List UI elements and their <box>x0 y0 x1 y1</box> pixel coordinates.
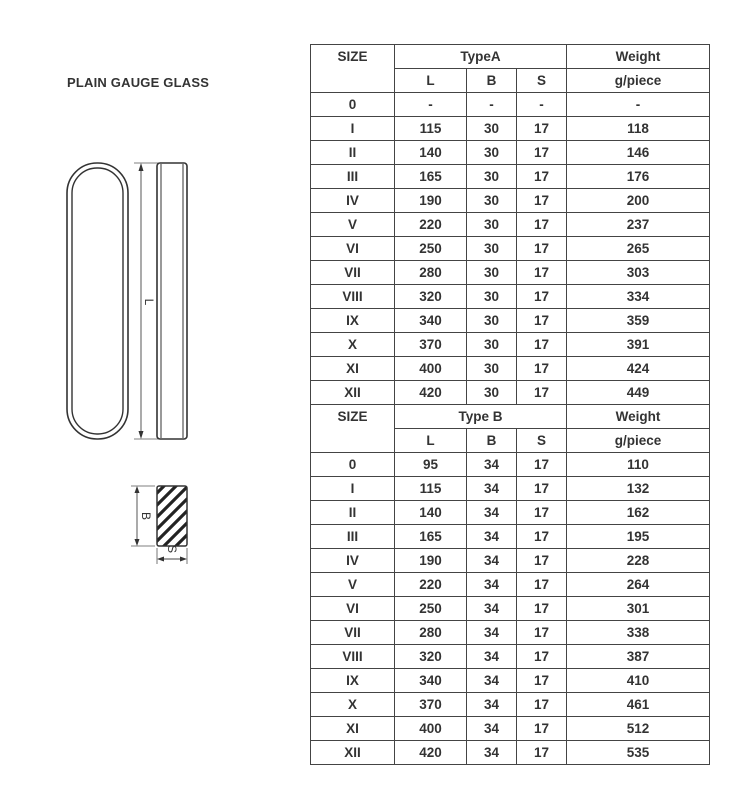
weight-cell: 359 <box>567 309 710 333</box>
size-cell: II <box>311 141 395 165</box>
size-cell: I <box>311 477 395 501</box>
type-header: Type B <box>395 405 567 429</box>
table-row <box>311 693 710 717</box>
length-cell: 250 <box>395 237 467 261</box>
length-cell: 280 <box>395 261 467 285</box>
length-cell: 115 <box>395 117 467 141</box>
length-label: L <box>142 298 156 306</box>
size-cell: VIII <box>311 285 395 309</box>
thickness-cell: 17 <box>517 285 567 309</box>
length-cell: 140 <box>395 501 467 525</box>
thickness-cell: 17 <box>517 501 567 525</box>
table-row <box>311 165 710 189</box>
length-cell: 420 <box>395 741 467 765</box>
table-row <box>311 669 710 693</box>
length-header: L <box>395 69 467 93</box>
length-cell: 340 <box>395 669 467 693</box>
weight-cell: 303 <box>567 261 710 285</box>
size-cell: III <box>311 525 395 549</box>
size-cell: XII <box>311 381 395 405</box>
length-cell: 320 <box>395 645 467 669</box>
weight-cell: 338 <box>567 621 710 645</box>
width-cell: 30 <box>467 213 517 237</box>
weight-cell: 132 <box>567 477 710 501</box>
width-cell: 34 <box>467 525 517 549</box>
size-cell: X <box>311 333 395 357</box>
weight-header: Weight <box>567 405 710 429</box>
weight-cell: - <box>567 93 710 117</box>
width-cell: 34 <box>467 453 517 477</box>
length-cell: 140 <box>395 141 467 165</box>
size-cell: XII <box>311 741 395 765</box>
width-cell: 30 <box>467 141 517 165</box>
thickness-cell: 17 <box>517 189 567 213</box>
table-row <box>311 477 710 501</box>
length-cell: 370 <box>395 693 467 717</box>
length-cell: - <box>395 93 467 117</box>
size-header: SIZE <box>311 45 395 93</box>
weight-cell: 195 <box>567 525 710 549</box>
table-row <box>311 621 710 645</box>
width-cell: 34 <box>467 645 517 669</box>
width-cell: 30 <box>467 357 517 381</box>
table-row <box>311 573 710 597</box>
table-row <box>311 237 710 261</box>
length-cell: 115 <box>395 477 467 501</box>
width-cell: 34 <box>467 477 517 501</box>
length-cell: 165 <box>395 165 467 189</box>
weight-cell: 264 <box>567 573 710 597</box>
length-cell: 220 <box>395 213 467 237</box>
table-row <box>311 453 710 477</box>
weight-header: Weight <box>567 45 710 69</box>
width-cell: 30 <box>467 381 517 405</box>
weight-cell: 265 <box>567 237 710 261</box>
size-cell: XI <box>311 717 395 741</box>
table-row <box>311 645 710 669</box>
section-header-row <box>311 405 710 429</box>
thickness-cell: 17 <box>517 213 567 237</box>
thickness-cell: 17 <box>517 333 567 357</box>
width-cell: 30 <box>467 117 517 141</box>
width-cell: 34 <box>467 597 517 621</box>
table-row <box>311 93 710 117</box>
thickness-cell: 17 <box>517 717 567 741</box>
width-header: B <box>467 69 517 93</box>
thickness-cell: 17 <box>517 453 567 477</box>
weight-cell: 237 <box>567 213 710 237</box>
thickness-header: S <box>517 429 567 453</box>
length-cell: 420 <box>395 381 467 405</box>
size-cell: 0 <box>311 93 395 117</box>
table-row <box>311 381 710 405</box>
width-cell: 30 <box>467 285 517 309</box>
table-row <box>311 501 710 525</box>
size-cell: IV <box>311 189 395 213</box>
thickness-cell: 17 <box>517 357 567 381</box>
weight-unit-header: g/piece <box>567 69 710 93</box>
weight-cell: 110 <box>567 453 710 477</box>
section-header-row <box>311 45 710 69</box>
width-cell: - <box>467 93 517 117</box>
type-header: TypeA <box>395 45 567 69</box>
table-row <box>311 717 710 741</box>
width-cell: 30 <box>467 237 517 261</box>
length-cell: 165 <box>395 525 467 549</box>
table-row <box>311 117 710 141</box>
length-cell: 250 <box>395 597 467 621</box>
thickness-header: S <box>517 69 567 93</box>
side-view-outline <box>157 163 187 439</box>
table-row <box>311 309 710 333</box>
table-row <box>311 333 710 357</box>
size-cell: II <box>311 501 395 525</box>
length-cell: 220 <box>395 573 467 597</box>
weight-cell: 449 <box>567 381 710 405</box>
table-row <box>311 741 710 765</box>
size-header: SIZE <box>311 405 395 453</box>
length-cell: 340 <box>395 309 467 333</box>
width-cell: 34 <box>467 549 517 573</box>
thickness-cell: 17 <box>517 141 567 165</box>
size-cell: III <box>311 165 395 189</box>
gauge-glass-drawing <box>0 0 300 790</box>
thickness-cell: - <box>517 93 567 117</box>
length-cell: 280 <box>395 621 467 645</box>
weight-cell: 228 <box>567 549 710 573</box>
width-cell: 30 <box>467 189 517 213</box>
weight-cell: 162 <box>567 501 710 525</box>
table-row <box>311 189 710 213</box>
size-cell: I <box>311 117 395 141</box>
weight-unit-header: g/piece <box>567 429 710 453</box>
thickness-cell: 17 <box>517 261 567 285</box>
width-cell: 30 <box>467 333 517 357</box>
weight-cell: 391 <box>567 333 710 357</box>
weight-cell: 512 <box>567 717 710 741</box>
length-cell: 190 <box>395 549 467 573</box>
size-cell: V <box>311 213 395 237</box>
thickness-cell: 17 <box>517 693 567 717</box>
thickness-cell: 17 <box>517 309 567 333</box>
thickness-cell: 17 <box>517 525 567 549</box>
table-row <box>311 213 710 237</box>
thickness-cell: 17 <box>517 621 567 645</box>
length-cell: 95 <box>395 453 467 477</box>
size-cell: 0 <box>311 453 395 477</box>
thickness-cell: 17 <box>517 237 567 261</box>
weight-cell: 176 <box>567 165 710 189</box>
weight-cell: 535 <box>567 741 710 765</box>
thickness-cell: 17 <box>517 117 567 141</box>
thickness-cell: 17 <box>517 477 567 501</box>
width-cell: 34 <box>467 621 517 645</box>
thickness-cell: 17 <box>517 381 567 405</box>
width-cell: 34 <box>467 693 517 717</box>
weight-cell: 200 <box>567 189 710 213</box>
table-row <box>311 285 710 309</box>
width-cell: 30 <box>467 309 517 333</box>
length-header: L <box>395 429 467 453</box>
size-cell: VII <box>311 621 395 645</box>
size-cell: IX <box>311 669 395 693</box>
thickness-label: S <box>165 544 179 554</box>
thickness-cell: 17 <box>517 645 567 669</box>
weight-cell: 410 <box>567 669 710 693</box>
weight-cell: 118 <box>567 117 710 141</box>
size-cell: V <box>311 573 395 597</box>
width-cell: 34 <box>467 501 517 525</box>
size-cell: VI <box>311 237 395 261</box>
width-cell: 34 <box>467 741 517 765</box>
width-cell: 34 <box>467 669 517 693</box>
thickness-cell: 17 <box>517 165 567 189</box>
length-cell: 400 <box>395 357 467 381</box>
cross-section <box>150 470 200 555</box>
table-row <box>311 525 710 549</box>
weight-cell: 461 <box>567 693 710 717</box>
thickness-cell: 17 <box>517 549 567 573</box>
length-cell: 370 <box>395 333 467 357</box>
size-cell: VIII <box>311 645 395 669</box>
width-header: B <box>467 429 517 453</box>
width-label: B <box>139 511 153 521</box>
length-cell: 190 <box>395 189 467 213</box>
width-cell: 30 <box>467 165 517 189</box>
thickness-cell: 17 <box>517 573 567 597</box>
front-view-outline <box>67 163 128 439</box>
size-cell: IV <box>311 549 395 573</box>
length-cell: 400 <box>395 717 467 741</box>
width-cell: 34 <box>467 717 517 741</box>
size-cell: VI <box>311 597 395 621</box>
thickness-cell: 17 <box>517 597 567 621</box>
length-cell: 320 <box>395 285 467 309</box>
table-row <box>311 141 710 165</box>
weight-cell: 146 <box>567 141 710 165</box>
size-cell: IX <box>311 309 395 333</box>
size-cell: VII <box>311 261 395 285</box>
size-cell: X <box>311 693 395 717</box>
weight-cell: 301 <box>567 597 710 621</box>
table-row <box>311 597 710 621</box>
gauge-glass-spec-table <box>310 44 710 765</box>
table-row <box>311 357 710 381</box>
thickness-cell: 17 <box>517 741 567 765</box>
table-row <box>311 549 710 573</box>
weight-cell: 334 <box>567 285 710 309</box>
thickness-cell: 17 <box>517 669 567 693</box>
size-cell: XI <box>311 357 395 381</box>
width-cell: 30 <box>467 261 517 285</box>
table-row <box>311 261 710 285</box>
width-cell: 34 <box>467 573 517 597</box>
weight-cell: 387 <box>567 645 710 669</box>
page-title: PLAIN GAUGE GLASS <box>67 75 210 90</box>
weight-cell: 424 <box>567 357 710 381</box>
